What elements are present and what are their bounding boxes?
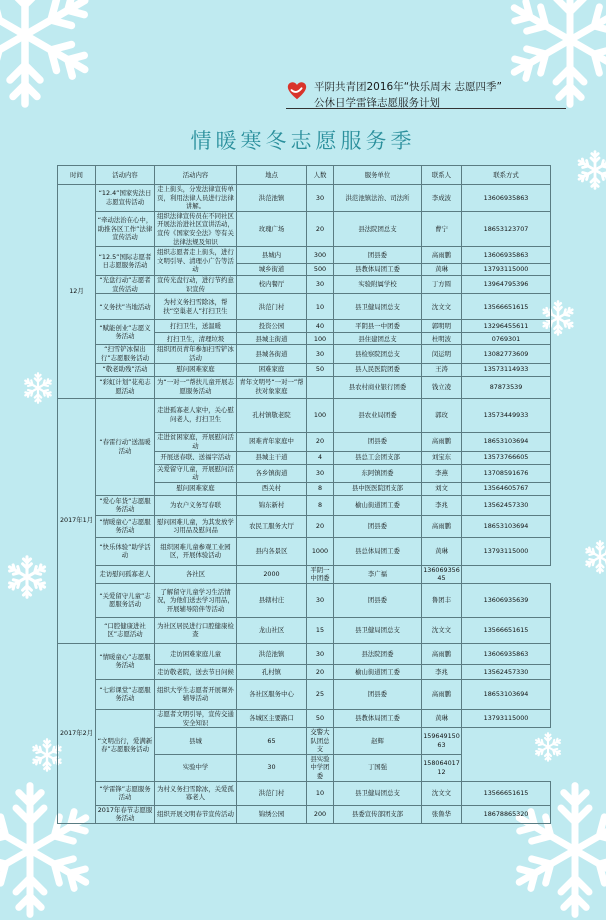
participants	[307, 376, 334, 398]
activity-name: “春雷行动”送温暖活动	[96, 398, 155, 495]
table-row	[58, 320, 551, 333]
service-unit: 县农村商业银行团委	[334, 376, 422, 398]
contact-person: 丁方圆	[422, 276, 462, 294]
participants: 20	[307, 664, 334, 679]
contact-phone: 13573449933	[462, 398, 551, 432]
contact-person: 李燕	[422, 464, 462, 482]
activity-content: 宣传光盘行动，进行节约意识宣传	[155, 276, 237, 294]
service-unit: 县卫健局团总支	[334, 294, 422, 320]
contact-person: 高雨鹏	[422, 643, 462, 664]
contact-phone: 13708591676	[462, 464, 551, 482]
participants: 1000	[307, 537, 334, 565]
activity-content: 慰问困难家庭	[155, 363, 237, 376]
location: 县城各街道	[237, 345, 307, 363]
activity-content: 为村义务扫雪除冰，关爱孤寡老人	[155, 781, 237, 805]
activity-name: “学雷锋”志愿服务活动	[96, 781, 155, 805]
column-header: 地点	[237, 166, 307, 185]
contact-person: 刘文	[422, 482, 462, 495]
contact-person: 李广福	[334, 565, 422, 583]
contact-phone: 13793115000	[462, 264, 551, 276]
activity-content: 组织法律宣传员在不同社区开展法治进社区宣讲活动，宣传《国家安全法》等有关法律法规及知识	[155, 211, 237, 246]
table-row	[58, 294, 551, 320]
service-unit: 团县委	[334, 583, 422, 617]
activity-name: “扫雪铲冰保出行”志愿服务活动	[96, 345, 155, 363]
location: 城乡街道	[237, 264, 307, 276]
contact-person: 沈文文	[422, 617, 462, 643]
participants: 65	[237, 728, 307, 755]
table-row	[58, 679, 551, 709]
contact-person: 赵辉	[334, 728, 422, 755]
activity-content: 志愿者文明引导，宣传交通安全知识	[155, 709, 237, 727]
table-row	[58, 495, 551, 515]
service-unit: 交警大队团总支	[307, 728, 334, 755]
activity-content: 打扫卫生，清理垃圾	[155, 333, 237, 345]
service-unit: 团县委	[334, 432, 422, 451]
activity-name: “情暖童心”志愿服务活动	[96, 515, 155, 537]
contact-phone: 13606935639	[462, 583, 551, 617]
participants: 8	[307, 482, 334, 495]
participants: 4	[307, 451, 334, 464]
activity-content: 走访慰问孤寡老人	[96, 565, 155, 583]
service-unit: 县法院团总支	[334, 211, 422, 246]
activity-content: 为社区居民进行口腔健康检查	[155, 617, 237, 643]
snowflake-icon	[22, 372, 54, 404]
contact-person: 李成波	[422, 185, 462, 212]
contact-phone: 18653103694	[462, 515, 551, 537]
contact-phone: 13573114933	[462, 363, 551, 376]
participants: 100	[307, 333, 334, 345]
participants: 200	[307, 805, 334, 823]
location: 困难家庭	[237, 363, 307, 376]
location: 各城区主要路口	[237, 709, 307, 727]
location: 青年文明号“一对一”帮扶对象家庭	[237, 376, 307, 398]
participants: 8	[307, 495, 334, 515]
contact-phone: 87873539	[462, 376, 551, 398]
contact-phone: 0769301	[462, 333, 551, 345]
table-row	[58, 617, 551, 643]
contact-phone: 13566651615	[462, 617, 551, 643]
contact-phone: 18653103694	[462, 432, 551, 451]
service-unit: 洪范池镇法治、司法所	[334, 185, 422, 212]
location: 龙山社区	[237, 617, 307, 643]
contact-person: 沈文文	[422, 781, 462, 805]
service-unit: 县检察院团总支	[334, 345, 422, 363]
month-cell: 12月	[58, 185, 96, 399]
contact-person: 郭玫	[422, 398, 462, 432]
location: 洪范池镇	[237, 643, 307, 664]
table-header-row	[58, 166, 551, 185]
table-row	[58, 537, 551, 565]
location: 县城	[155, 728, 237, 755]
column-header: 服务单位	[334, 166, 422, 185]
service-unit: 榆山街道团工委	[334, 495, 422, 515]
contact-phone: 15964915063	[422, 728, 462, 755]
snowflake-icon	[575, 150, 606, 190]
contact-phone: 13606935863	[462, 643, 551, 664]
activity-name: “快乐体验”助学活动	[96, 537, 155, 565]
location: 各乡镇街道	[237, 464, 307, 482]
table-row	[58, 345, 551, 363]
contact-phone: 18678865320	[462, 805, 551, 823]
table-row	[58, 709, 551, 727]
organizer-subtitle: 公休日学雷锋志愿服务计划	[314, 97, 440, 109]
participants: 30	[307, 276, 334, 294]
contact-person: 张鲁华	[422, 805, 462, 823]
contact-person: 李兆	[422, 664, 462, 679]
service-unit: 平阴一中团委	[307, 565, 334, 583]
activity-content: 走访敬老院，送去节日问候	[155, 664, 237, 679]
contact-phone: 13606935863	[462, 247, 551, 264]
table-row	[58, 781, 551, 805]
contact-person: 丁国强	[334, 754, 422, 781]
location: 农民工服务大厅	[237, 515, 307, 537]
participants: 20	[307, 211, 334, 246]
service-unit: 县农业局团委	[334, 398, 422, 432]
service-unit: 县教体局团工委	[334, 264, 422, 276]
location: 各社区服务中心	[237, 679, 307, 709]
contact-phone: 13082773609	[462, 345, 551, 363]
participants: 50	[307, 363, 334, 376]
table-row	[58, 376, 551, 398]
activity-name: 2017年春节志愿服务活动	[96, 805, 155, 823]
activity-content: 组织开展文明春节宣传活动	[155, 805, 237, 823]
participants: 30	[237, 754, 307, 781]
table-row	[58, 185, 551, 212]
activity-name: “牵动法治在心中，助推各区工作”法律宣传活动	[96, 211, 155, 246]
location: 洪范门村	[237, 294, 307, 320]
participants: 2000	[237, 565, 307, 583]
activity-content: 组织大学生志愿者开展课外辅导活动	[155, 679, 237, 709]
location: 实验中学	[155, 754, 237, 781]
participants: 30	[307, 464, 334, 482]
participants: 10	[307, 294, 334, 320]
contact-person: 高雨鹏	[422, 679, 462, 709]
participants: 500	[307, 264, 334, 276]
contact-person: 钱立凌	[422, 376, 462, 398]
contact-person: 曹宁	[422, 211, 462, 246]
activity-name: “12.4”国家宪法日志愿宣传活动	[96, 185, 155, 212]
activity-name: “口腔健康进社区”志愿活动	[96, 617, 155, 643]
location: 县内各景区	[237, 537, 307, 565]
table-row	[58, 583, 551, 617]
contact-phone: 13562457330	[462, 495, 551, 515]
contact-phone: 15806401712	[422, 754, 462, 781]
activity-content: 走访困难家庭儿童	[155, 643, 237, 664]
service-unit: 县中医医院团支部	[334, 482, 422, 495]
location: 投资公园	[237, 320, 307, 333]
header-divider	[286, 108, 566, 109]
activity-content: 关爱留守儿童，开展慰问活动	[155, 464, 237, 482]
location: 锦东新村	[237, 495, 307, 515]
activity-content: 组织志愿者走上街头，进行文明引导、清理小广告等活动	[155, 247, 237, 276]
contact-phone: 13793115000	[462, 537, 551, 565]
column-header: 活动内容	[96, 166, 155, 185]
activity-content: 慰问困难儿童，为其发放学习用品及慰问品	[155, 515, 237, 537]
service-unit: 县人民医院团委	[334, 363, 422, 376]
table-body	[58, 185, 551, 824]
table-row	[58, 515, 551, 537]
activity-content: 走进孤寡老人家中，关心慰问老人，打扫卫生	[155, 398, 237, 432]
activity-content: 开展送春联、送福字活动	[155, 451, 237, 464]
service-unit: 县教体局团工委	[334, 709, 422, 727]
activity-content: 了解留守儿童学习生活情况，为他们送去学习用品，开展辅导陪伴等活动	[155, 583, 237, 617]
participants: 30	[307, 643, 334, 664]
contact-phone: 13566651615	[462, 781, 551, 805]
participants: 10	[307, 781, 334, 805]
location: 西关村	[237, 482, 307, 495]
contact-person: 鲁团丰	[422, 583, 462, 617]
activity-content: 慰问困难家庭	[155, 482, 237, 495]
service-unit: 县委宣传部团支部	[334, 805, 422, 823]
activity-content: 打扫卫生，送温暖	[155, 320, 237, 333]
contact-person: 黄琳	[422, 264, 462, 276]
participants: 300	[307, 247, 334, 264]
activity-name: “关爱留守儿童”志愿服务活动	[96, 583, 155, 617]
table-row	[58, 398, 551, 432]
location: 玫瑰广场	[237, 211, 307, 246]
contact-person: 郭明明	[422, 320, 462, 333]
table-row	[58, 276, 551, 294]
service-unit: 平阴县一中团委	[334, 320, 422, 333]
activity-content: 走上街头，分发法律宣传单页，利用法律人员进行法律讲解。	[155, 185, 237, 212]
table-row	[58, 211, 551, 246]
column-header: 联系人	[422, 166, 462, 185]
location: 县城主街道	[237, 333, 307, 345]
volunteer-heart-logo-icon	[286, 80, 308, 102]
service-unit: 东阿镇团委	[334, 464, 422, 482]
contact-person: 黄琳	[422, 537, 462, 565]
location: 各社区	[155, 565, 237, 583]
contact-phone: 13562457330	[462, 664, 551, 679]
participants: 15	[307, 617, 334, 643]
service-unit: 实验附属学校	[334, 276, 422, 294]
activity-content: 为农户义务写春联	[155, 495, 237, 515]
service-unit: 县总工会团支部	[334, 451, 422, 464]
service-unit: 县实验中学团委	[307, 754, 334, 781]
table-row	[58, 565, 551, 583]
table-row	[58, 643, 551, 664]
month-cell: 2017年2月	[58, 643, 96, 823]
contact-person: 高雨鹏	[422, 247, 462, 264]
page-title: 情暖寒冬志愿服务季	[190, 129, 416, 153]
participants: 30	[307, 185, 334, 212]
contact-phone: 13606935863	[462, 185, 551, 212]
contact-phone: 13564605767	[462, 482, 551, 495]
location: 校内餐厅	[237, 276, 307, 294]
activity-name: “文明出行，爱满新春”志愿服务活动	[96, 709, 155, 781]
service-unit: 团县委	[334, 515, 422, 537]
location: 锦绣公园	[237, 805, 307, 823]
activity-name: “情暖童心”志愿服务活动	[96, 643, 155, 679]
column-header: 活动内容	[155, 166, 237, 185]
participants: 20	[307, 515, 334, 537]
contact-person: 高雨鹏	[422, 515, 462, 537]
table-row	[58, 247, 551, 264]
service-unit: 团县委	[334, 679, 422, 709]
participants: 100	[307, 398, 334, 432]
column-header: 联系方式	[462, 166, 551, 185]
activity-name: “光盘行动”志愿者宣传活动	[96, 276, 155, 294]
activity-name: “义务扶”当地活动	[96, 294, 155, 320]
activity-content: 组织团员青年参加扫雪铲冰活动	[155, 345, 237, 363]
location: 县辖村庄	[237, 583, 307, 617]
month-cell: 2017年1月	[58, 398, 96, 643]
snowflake-icon	[0, 0, 100, 110]
service-unit: 团县委	[334, 247, 422, 264]
activity-content: 为村义务扫雪除冰，帮扶“空巢老人”打扫卫生	[155, 294, 237, 320]
service-unit: 县法院团委	[334, 643, 422, 664]
location: 孔村镇	[237, 664, 307, 679]
contact-person: 刘宝东	[422, 451, 462, 464]
contact-phone: 13964795396	[462, 276, 551, 294]
snowflake-icon	[583, 540, 606, 574]
contact-person: 高雨鹏	[422, 432, 462, 451]
activity-content: 为“一对一”帮扶儿童开展志愿服务活动	[155, 376, 237, 398]
contact-phone: 13296455611	[462, 320, 551, 333]
participants: 25	[307, 679, 334, 709]
column-header: 人数	[307, 166, 334, 185]
location: 县城主干道	[237, 451, 307, 464]
activity-name: “爱心年货”志愿服务活动	[96, 495, 155, 515]
contact-phone: 18653103694	[462, 679, 551, 709]
contact-person: 李兆	[422, 495, 462, 515]
contact-person: 闵运明	[422, 345, 462, 363]
activity-schedule-table	[57, 165, 551, 824]
contact-person: 王涛	[422, 363, 462, 376]
contact-person: 沈文文	[422, 294, 462, 320]
activity-content: 走进贫困家庭，开展慰问活动	[155, 432, 237, 451]
service-unit: 榆山街道团工委	[334, 664, 422, 679]
contact-phone: 13566651615	[462, 294, 551, 320]
activity-name: “敬老助残”活动	[96, 363, 155, 376]
contact-person: 杜明波	[422, 333, 462, 345]
service-unit: 县总体局团工委	[334, 537, 422, 565]
participants: 30	[307, 583, 334, 617]
participants: 20	[307, 432, 334, 451]
activity-name: “12.5”国际志愿者日志愿服务活动	[96, 247, 155, 276]
table-row	[58, 363, 551, 376]
participants: 40	[307, 320, 334, 333]
service-unit: 县住建团总支	[334, 333, 422, 345]
table-row	[58, 805, 551, 823]
location: 洪范门村	[237, 781, 307, 805]
snowflake-icon	[5, 555, 49, 599]
contact-person: 黄琳	[422, 709, 462, 727]
activity-name: “赋能创业”志愿义务活动	[96, 320, 155, 345]
service-unit: 县卫健局团总支	[334, 617, 422, 643]
contact-phone: 13606935645	[423, 565, 460, 583]
location: 洪范池镇	[237, 185, 307, 212]
organizer-title: 平阴共青团2016年“快乐周末 志愿四季”	[314, 81, 502, 93]
location: 县城内	[237, 247, 307, 264]
participants: 50	[307, 709, 334, 727]
location: 孔村镇敬老院	[237, 398, 307, 432]
location: 困难青年家庭中	[237, 432, 307, 451]
column-header: 时间	[58, 166, 96, 185]
contact-phone: 18653123707	[462, 211, 551, 246]
activity-name: “彩虹计划”花苑志愿活动	[96, 376, 155, 398]
activity-name: “七彩课堂”志愿服务活动	[96, 679, 155, 709]
participants: 30	[307, 345, 334, 363]
service-unit: 县卫健局团总支	[334, 781, 422, 805]
snowflake-icon	[500, 0, 606, 110]
contact-phone: 13793115000	[462, 709, 551, 727]
contact-phone: 13573766605	[462, 451, 551, 464]
activity-content: 组织困难儿童参观工业园区，开展体验活动	[155, 537, 237, 565]
